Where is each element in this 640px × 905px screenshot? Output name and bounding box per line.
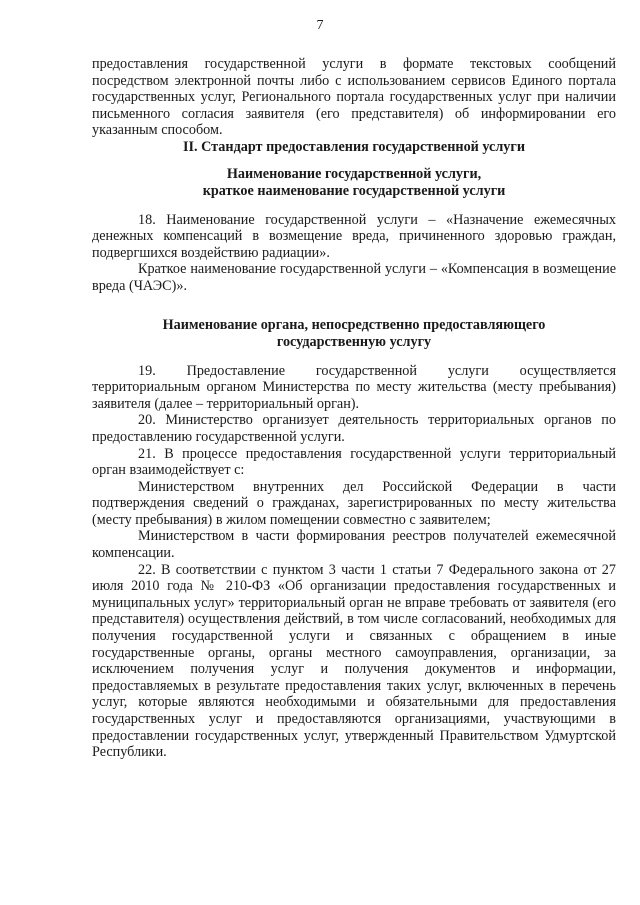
subheading-line: Наименование государственной услуги, — [226, 165, 482, 182]
paragraph-22: 22. В соответствии с пунктом 3 части 1 статьи 7 Федерального закона от 27 июля 2010 года № 210-ФЗ «Об организации предоставления государственных и муниципальных услуг» территориальный орган не вправе требовать от заявителя (его представителя) осуществления действий, в том числе согласований, необходимых для получения государственной услуги и связанных с обращением в иные государственные органы, органы местного самоуправления, организации, за исключением получения услуг и получения документов и информации, предоставляемых в результате предоставления таких услуг, включенных в перечень услуг, которые являются необходимыми и обязательными для предоставления государственных услуг и предоставляются организациями, участвующими в предоставлении государственных услуг, утвержденный Правительством Удмуртской Республики. — [92, 561, 616, 761]
subheading-line: государственную услугу — [276, 333, 432, 350]
paragraph-20: 20. Министерство организует деятельность территориальных органов по предоставлению государственной услуги. — [92, 412, 616, 445]
subheading-line: Наименование органа, непосредственно предоставляющего — [162, 316, 546, 333]
subheading-line: краткое наименование государственной услуги — [202, 182, 506, 199]
subheading-authority — [92, 317, 616, 351]
paragraph-19: 19. Предоставление государственной услуги осуществляется территориальным органом Министерства по месту жительства (месту пребывания) заявителя (далее – территориальный орган). — [92, 362, 616, 412]
paragraph-18-short-name: Краткое наименование государственной услуги – «Компенсация в возмещение вреда (ЧАЭС)». — [92, 261, 616, 294]
intro-paragraph: предоставления государственной услуги в формате текстовых сообщений посредством электронной почты либо с использованием сервисов Единого портала государственных услуг, Регионального портала государственных услуг при наличии письменного согласия заявителя (его представителя) об информировании его указанным способом. — [92, 56, 616, 139]
paragraph-21-item-mvd: Министерством внутренних дел Российской Федерации в части подтверждения сведений о гражданах, зарегистрированных по месту жительства (месту пребывания) в жилом помещении совместно с заявителем; — [92, 478, 616, 528]
paragraph-18: 18. Наименование государственной услуги – «Назначение ежемесячных денежных компенсаций в возмещение вреда, причиненного здоровью граждан, подвергшихся воздействию радиации». — [92, 211, 616, 261]
document-body — [92, 56, 616, 761]
page-number: 7 — [316, 18, 324, 33]
paragraph-21: 21. В процессе предоставления государственной услуги территориальный орган взаимодействует с: — [92, 445, 616, 479]
section-title: II. Стандарт предоставления государственной услуги — [182, 138, 526, 155]
paragraph-21-item-ministry: Министерством в части формирования реестров получателей ежемесячной компенсации. — [92, 528, 616, 562]
subheading-service-name — [92, 166, 616, 200]
